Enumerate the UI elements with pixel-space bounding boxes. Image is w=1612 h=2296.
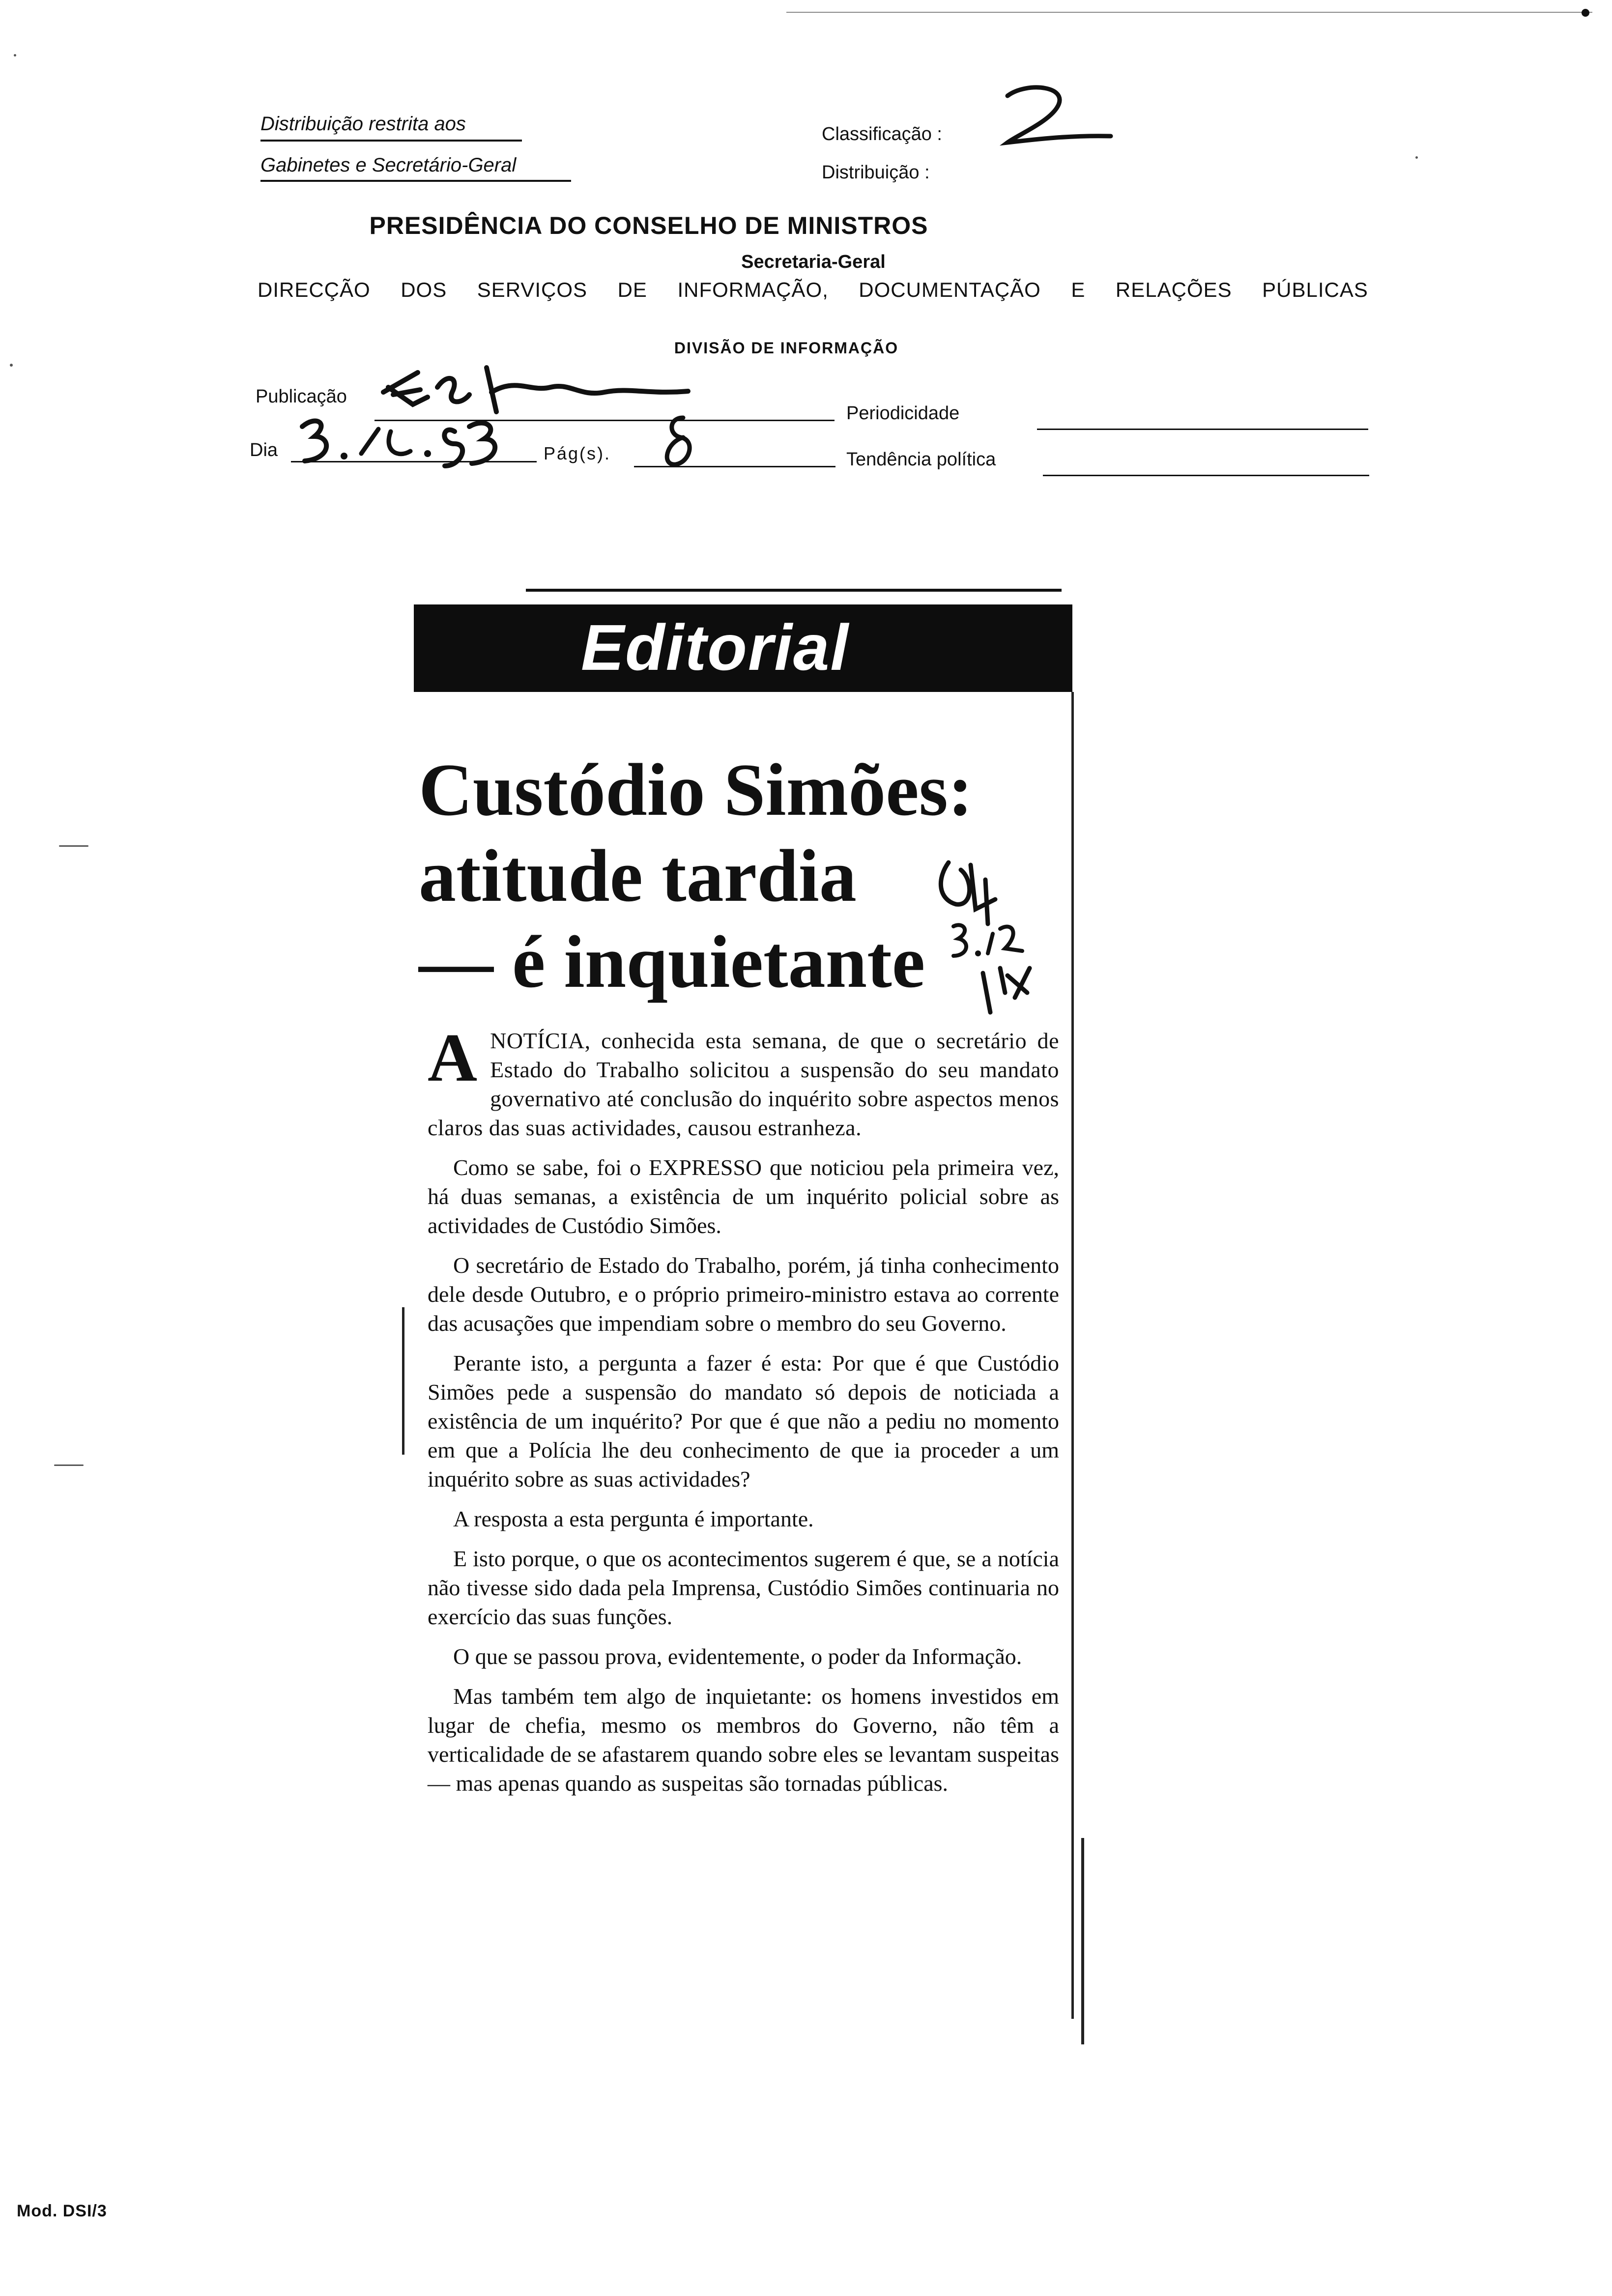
secretariat-title: Secretaria-Geral bbox=[741, 252, 886, 272]
article-paragraph: A NOTÍCIA, conhecida esta semana, de que o secretário de Estado do Trabalho solicitou a suspensão do seu mandato governativo até conclusão do inquérito sobre aspectos menos claros das suas actividades, causou estranheza. bbox=[428, 1020, 1059, 1140]
article-paragraph: O secretário de Estado do Trabalho, porém, já tinha conhecimento dele desde Outubro, e o próprio primeiro-ministro estava ao corrente das acusações que impendiam sobre o membro do seu Governo. bbox=[428, 1253, 1059, 1336]
scan-speck bbox=[1415, 156, 1418, 159]
handwritten-page-number bbox=[649, 408, 708, 479]
editorial-banner bbox=[414, 604, 1072, 692]
pages-label: Pág(s). bbox=[544, 443, 611, 463]
headline-line: — é inquietante bbox=[419, 920, 925, 1003]
headline-line: Custódio Simões: bbox=[419, 748, 973, 831]
periodicity-field-line bbox=[1037, 429, 1368, 430]
scan-speck bbox=[1582, 9, 1589, 17]
distribution-restriction-line-2: Gabinetes e Secretário-Geral bbox=[260, 154, 517, 176]
form-code: Mod. DSI/3 bbox=[17, 2202, 107, 2220]
clipping-right-rule bbox=[1071, 692, 1074, 2019]
drop-cap: A bbox=[428, 1020, 478, 1096]
underline bbox=[260, 180, 571, 182]
publication-label: Publicação bbox=[256, 386, 347, 407]
handwritten-date bbox=[292, 407, 509, 473]
scan-speck bbox=[10, 364, 13, 367]
day-label: Dia bbox=[250, 440, 278, 460]
article-paragraph: O que se passou prova, evidentemente, o poder da Informação. bbox=[453, 1644, 1022, 1669]
political-tendency-field-line bbox=[1043, 475, 1369, 476]
underline bbox=[260, 140, 522, 142]
institution-title: PRESIDÊNCIA DO CONSELHO DE MINISTROS bbox=[369, 212, 928, 239]
article-paragraph: E isto porque, o que os acontecimentos sugerem é que, se a notícia não tivesse sido dada pela Imprensa, Custódio Simões continuaria no exercício das suas funções. bbox=[428, 1546, 1059, 1629]
political-tendency-label: Tendência política bbox=[846, 449, 996, 470]
distribution-restriction-line-1: Distribuição restrita aos bbox=[260, 113, 466, 135]
margin-mark bbox=[402, 1307, 404, 1455]
article-paragraph: Mas também tem algo de inquietante: os homens investidos em lugar de chefia, mesmo os membros do Governo, não têm a verticalidade de se afastarem quando sobre eles se levantam suspeitas — mas apenas quando as suspeitas são tornadas públicas. bbox=[428, 1684, 1059, 1796]
headline-line: atitude tardia bbox=[419, 834, 857, 917]
distribution-label: Distribuição : bbox=[822, 162, 930, 183]
handwritten-annotation bbox=[926, 850, 1054, 1020]
scan-speck bbox=[54, 1464, 84, 1466]
classification-label: Classificação : bbox=[822, 124, 942, 144]
handwritten-classification-mark bbox=[998, 81, 1116, 162]
division-title: DIVISÃO DE INFORMAÇÃO bbox=[674, 339, 899, 357]
margin-mark bbox=[1081, 1838, 1084, 2044]
article-paragraph: A resposta a esta pergunta é importante. bbox=[453, 1506, 814, 1531]
directorate-title: DIRECÇÃO DOS SERVIÇOS DE INFORMAÇÃO, DOCUMENTAÇÃO E RELAÇÕES PÚBLICAS bbox=[258, 278, 1368, 301]
scan-speck bbox=[59, 845, 88, 847]
scan-speck bbox=[14, 54, 16, 57]
article-body bbox=[428, 1020, 1059, 1808]
clipping-top-rule bbox=[526, 589, 1062, 592]
periodicity-label: Periodicidade bbox=[846, 403, 960, 424]
article-paragraph: Perante isto, a pergunta a fazer é esta: Por que é que Custódio Simões pede a suspensão do mandato só depois de noticiada a existência de um inquérito? Por que é que não a pediu no momento em que a Polícia lhe deu conhecimento de que ia proceder a um inquérito sobre as suas actividades? bbox=[428, 1350, 1059, 1492]
scan-edge-line bbox=[786, 12, 1592, 13]
article-paragraph: Como se sabe, foi o EXPRESSO que noticiou pela primeira vez, há duas semanas, a existência de um inquérito policial sobre as actividades de Custódio Simões. bbox=[428, 1155, 1059, 1238]
editorial-banner-label: Editorial bbox=[581, 611, 850, 684]
